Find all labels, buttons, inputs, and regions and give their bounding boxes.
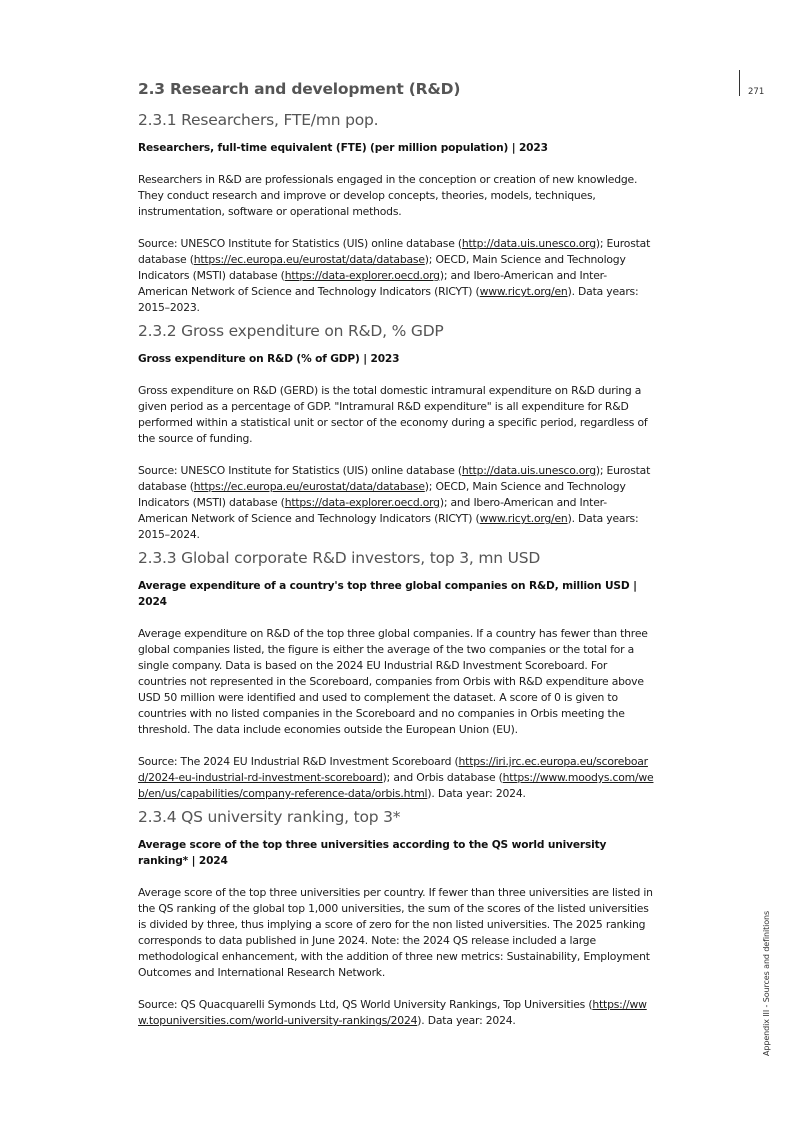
subsection-title: 2.3.2 Gross expenditure on R&D, % GDP bbox=[138, 322, 444, 340]
source-text: ). Data year: 2024. bbox=[417, 1014, 516, 1027]
section-corporate-rd bbox=[138, 547, 654, 802]
indicator-definition: Researchers in R&D are professionals engaged in the conception or creation of new knowledge. They conduct research and improve or develop concepts, theories, models, techniques, instrumentation, software or operational methods. bbox=[138, 173, 638, 218]
indicator-title: Researchers, full-time equivalent (FTE) (per million population) | 2023 bbox=[138, 142, 548, 154]
source-link[interactable]: https://iri.jrc.ec.europa.eu/scoreboard/2024-eu-industrial-rd-investment-scoreboard bbox=[138, 755, 648, 784]
source-link[interactable]: https://ec.europa.eu/eurostat/data/database bbox=[193, 253, 425, 266]
source-text: Source: UNESCO Institute for Statistics (UIS) online database ( bbox=[138, 464, 462, 477]
source-text: ). Data year: 2024. bbox=[427, 787, 526, 800]
source-text: ); and Orbis database ( bbox=[382, 771, 503, 784]
source-text: ); Eurostat database ( bbox=[138, 464, 651, 493]
indicator-definition: Gross expenditure on R&D (GERD) is the total domestic intramural expenditure on R&D during a given period as a percentage of GDP. "Intramural R&D expenditure" is all expenditure for R&D performed within a statistical unit or sector of the economy during a specific period, regardless of the source of funding. bbox=[138, 384, 648, 445]
indicator-title: Average expenditure of a country's top three global companies on R&D, million USD | 2024 bbox=[138, 580, 637, 608]
source-text: ). Data years: 2015–2023. bbox=[138, 285, 639, 314]
source-text: ); and Ibero-American and Inter-American Network of Science and Technology Indicators (RICYT) ( bbox=[138, 269, 607, 298]
source-link[interactable]: https://ec.europa.eu/eurostat/data/database bbox=[193, 480, 425, 493]
source-link[interactable]: https://www.moodys.com/web/en/us/capabilities/company-reference-data/orbis.html bbox=[138, 771, 654, 800]
indicator-title: Gross expenditure on R&D (% of GDP) | 2023 bbox=[138, 353, 400, 365]
page-number: 271 bbox=[748, 87, 765, 97]
indicator-source bbox=[138, 236, 654, 316]
source-link[interactable]: www.ricyt.org/en bbox=[479, 285, 568, 298]
source-text: ); OECD, Main Science and Technology Indicators (MSTI) database ( bbox=[138, 253, 626, 282]
indicator-definition: Average score of the top three universities per country. If fewer than three universities are listed in the QS ranking of the global top 1,000 universities, the sum of the scores of the listed universities is divided by three, thus implying a score of zero for the non listed universities. The 2025 ranking corresponds to data published in June 2024. Note: the 2024 QS release included a large methodological enhancement, with the addition of three new metrics: Sustainability, Employment Outcomes and International Research Network. bbox=[138, 886, 653, 979]
source-link[interactable]: www.ricyt.org/en bbox=[479, 512, 568, 525]
source-link[interactable]: https://data-explorer.oecd.org bbox=[284, 269, 440, 282]
source-link[interactable]: http://data.uis.unesco.org bbox=[461, 237, 596, 250]
section-qs-ranking bbox=[138, 806, 654, 1029]
source-text: ). Data years: 2015–2024. bbox=[138, 512, 639, 541]
indicator-source bbox=[138, 754, 654, 802]
subsection-title: 2.3.1 Researchers, FTE/mn pop. bbox=[138, 111, 379, 129]
source-text: ); OECD, Main Science and Technology Indicators (MSTI) database ( bbox=[138, 480, 626, 509]
source-text: Source: UNESCO Institute for Statistics (UIS) online database ( bbox=[138, 237, 462, 250]
section-gerd bbox=[138, 320, 654, 543]
indicator-title: Average score of the top three universities according to the QS world university ranking* | 2024 bbox=[138, 839, 607, 867]
indicator-source bbox=[138, 997, 654, 1029]
source-text: ); and Ibero-American and Inter-American Network of Science and Technology Indicators (RICYT) ( bbox=[138, 496, 607, 525]
main-content bbox=[138, 78, 654, 1033]
source-text: Source: The 2024 EU Industrial R&D Investment Scoreboard ( bbox=[138, 755, 459, 768]
indicator-source bbox=[138, 463, 654, 543]
source-text: Source: QS Quacquarelli Symonds Ltd, QS World University Rankings, Top Universities ( bbox=[138, 998, 593, 1011]
source-link[interactable]: https://data-explorer.oecd.org bbox=[284, 496, 440, 509]
indicator-definition: Average expenditure on R&D of the top three global companies. If a country has fewer than three global companies listed, the figure is either the average of the two companies or the total for a single company. Data is based on the 2024 EU Industrial R&D Investment Scoreboard. For countries not represented in the Scoreboard, companies from Orbis with R&D expenditure above USD 50 million were identified and used to complement the dataset. A score of 0 is given to countries with no listed companies in the Scoreboard and no companies in Orbis meeting the threshold. The data include economies outside the European Union (EU). bbox=[138, 627, 648, 736]
subsection-title: 2.3.4 QS university ranking, top 3* bbox=[138, 808, 401, 826]
source-link[interactable]: https://www.topuniversities.com/world-university-rankings/2024 bbox=[138, 998, 647, 1027]
source-link[interactable]: http://data.uis.unesco.org bbox=[461, 464, 596, 477]
subsection-title: 2.3.3 Global corporate R&D investors, top 3, mn USD bbox=[138, 549, 541, 567]
section-researchers bbox=[138, 109, 654, 316]
page-number-rule bbox=[739, 70, 740, 96]
section-heading: 2.3 Research and development (R&D) bbox=[138, 80, 461, 98]
side-section-label: Appendix III - Sources and definitions bbox=[762, 910, 771, 1056]
source-text: ); Eurostat database ( bbox=[138, 237, 651, 266]
